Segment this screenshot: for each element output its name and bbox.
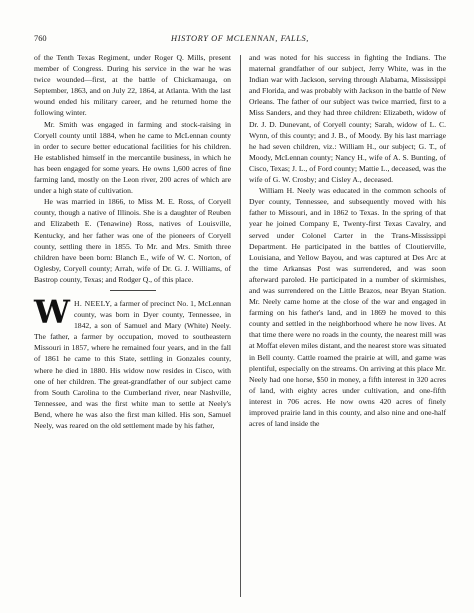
left-column bbox=[34, 52, 231, 431]
biography-text: a farmer of precinct No. 1, McLennan county, was born in Dyer county, Tennessee, in 1842, a son of Samuel and Mary (White) Neely. The father, a farmer by occupation, moved to southeastern Missouri in 1857, where he remained four years, and in the fall of 1861 he came to this State, settling in Gonzales county, where he died in 1880. His widow now resides in Cisco, with one of her children. The great-grandfather of our subject came from South Carolina to the Cumberland river, near Nashville, Tennessee, and was the first white man to settle at Neely's Bend, where he was also the first man killed. His son, Samuel Neely, was reared on the old settlement made by his father, bbox=[34, 298, 231, 430]
paragraph: Mr. Smith was engaged in farming and stock-raising in Coryell county until 1884, when he came to McLennan county in order to secure better educational facilities for his children. He established himself in the mercantile business, in which he has been engaged for some years. He owns 1,600 acres of fine farming land, mostly on the Leon river, 200 acres of which are under a high state of cultivation. bbox=[34, 119, 231, 196]
paragraph: William H. Neely was educated in the common schools of Dyer county, Tennessee, and subsequently moved with his father to Missouri, and in 1862 to Texas. In the spring of that year he joined Company E, Twenty-first Texas Cavalry, and served under Colonel Carter in the Trans-Mississippi Department. He participated in the battles of Cloutierville, Louisiana, and Yellow Bayou, and was captured at Des Arc at the time Arkansas Post was surrendered, and was soon afterward paroled. He participated in a number of skirmishes, and was surrendered on the Little Brazos, near Bryan Station. Mr. Neely came home at the close of the war and engaged in farming on his father's land, and in 1869 he moved to this county and settled in the neighborhood where he now lives. At that time there were no roads in the county, the nearest mill was at Moffat eleven miles distant, and the nearest store was situated in Bell county. Cattle roamed the prairie at will, and game was plentiful, especially on the streams. On arriving at this place Mr. Neely had one horse, $50 in money, a fifth interest in 320 acres of land, with eighty acres under cultivation, and one-fifth interest in 706 acres. He now owns 420 acres of finely improved prairie land in this county, and also nine and one-half acres of land inside the bbox=[249, 186, 446, 429]
right-column bbox=[249, 52, 446, 429]
paragraph: and was noted for his success in fighting the Indians. The maternal grandfather of our subject, Jerry White, was in the Indian war with Jackson, serving through Alabama, Mississippi and Florida, and was probably with Jackson in the battle of New Orleans. The father of our subject was twice married, first to a Miss Sanders, and they had three children: Elizabeth, widow of Dr. J. D. Dunevant, of Coryell county; Sarah, widow of L. C. Wynn, of this county; and J. B., of Moody. By his last marriage he had seven children, viz.: William H., our subject; G. T., of Moody, McLennan county; Nancy H., wife of A. S. Bunting, of Cisco, Texas; J. L., of Ford county; Mattie L., deceased, was the wife of G. W. Crosby; and Cisley A., deceased. bbox=[249, 53, 446, 185]
biography-name: H. NEELY, bbox=[73, 298, 113, 308]
column-rule bbox=[240, 55, 241, 597]
page-header bbox=[34, 32, 446, 46]
running-title: HISTORY OF MCLENNAN, FALLS, bbox=[171, 34, 309, 43]
drop-cap: W bbox=[34, 292, 70, 331]
paragraph: He was married in 1866, to Miss M. E. Ross, of Coryell county, though a native of Illinois. She is a daughter of Reuben and Elizabeth E. (Tenawine) Ross, natives of Louisville, Kentucky, and her father was one of the pioneers of Coryell county, settling there in 1855. To Mr. and Mrs. Smith three children have been born: Blanch E., wife of W. C. Norton, of Oglesby, Coryell county; Arrah, wife of Dr. G. J. Williams, of Bastrop county, Texas; and Rodger Q., of this place. bbox=[34, 197, 231, 284]
paragraph: of the Tenth Texas Regiment, under Roger Q. Mills, present member of Congress. During his service in the war he was twice wounded—first, at the battle of Chickamauga, on September, 1863, and on July 22, 1864, at Atlanta. With the last wound ended his military career, and he returned home the following winter. bbox=[34, 53, 231, 118]
page-number: 760 bbox=[34, 34, 47, 43]
biography-intro bbox=[34, 292, 231, 431]
